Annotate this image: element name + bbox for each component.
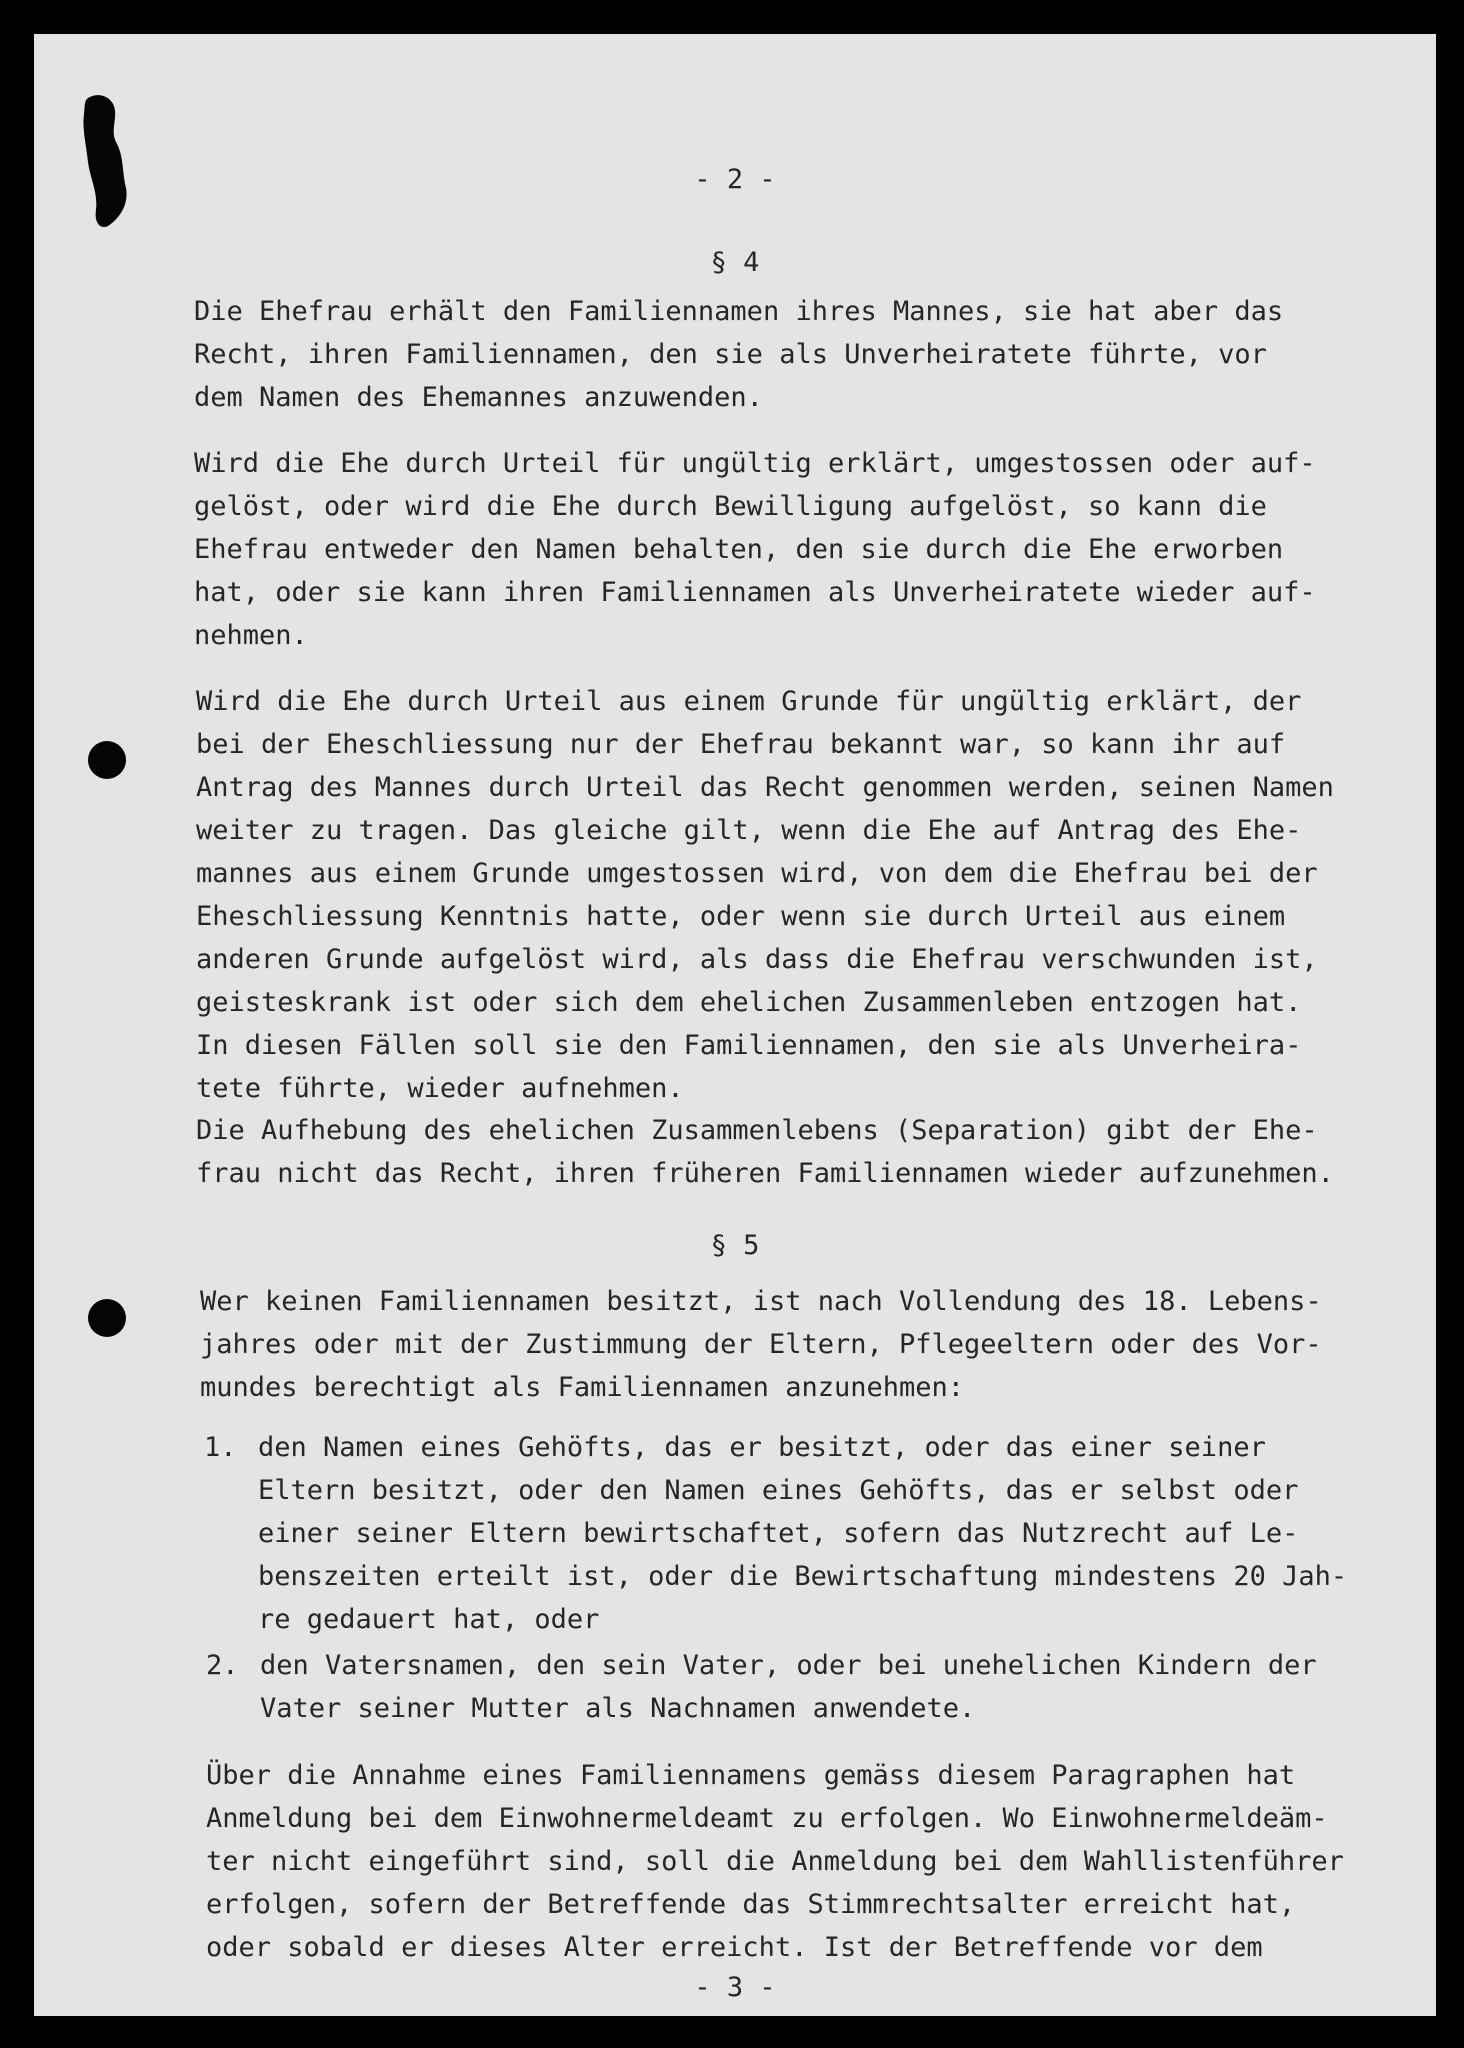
punch-hole-upper [88, 741, 126, 779]
text-line: nehmen. [194, 620, 308, 651]
text-line: geisteskrank ist oder sich dem ehelichen Zusammenleben entzogen hat. [196, 987, 1302, 1018]
text-line: mannes aus einem Grunde umgestossen wird, von dem die Ehefrau bei der [196, 858, 1318, 889]
text-line: Recht, ihren Familiennamen, den sie als Unverheiratete führte, vor [194, 339, 1267, 370]
text-line: ter nicht eingeführt sind, soll die Anmeldung bei dem Wahllistenführer [206, 1846, 1344, 1877]
list-item-2 [260, 1644, 1317, 1730]
document-page [34, 34, 1436, 2016]
text-line: In diesen Fällen soll sie den Familiennamen, den sie als Unverheira- [196, 1030, 1302, 1061]
page-header: - 2 - [694, 164, 776, 195]
list-item-1 [258, 1426, 1347, 1641]
text-line: einer seiner Eltern bewirtschaftet, sofern das Nutzrecht auf Le- [258, 1518, 1299, 1549]
text-line: mundes berechtigt als Familiennamen anzunehmen: [200, 1372, 965, 1403]
paragraph-4-3 [196, 680, 1334, 1110]
text-line: re gedauert hat, oder [258, 1604, 600, 1635]
text-line: Eheschliessung Kenntnis hatte, oder wenn sie durch Urteil aus einem [196, 901, 1286, 932]
text-line: hat, oder sie kann ihren Familiennamen als Unverheiratete wieder auf- [194, 577, 1316, 608]
section-heading-5: § 5 [710, 1230, 760, 1261]
text-line: Wer keinen Familiennamen besitzt, ist nach Vollendung des 18. Lebens- [200, 1286, 1322, 1317]
text-line: frau nicht das Recht, ihren früheren Familiennamen wieder aufzunehmen. [196, 1158, 1334, 1189]
paragraph-5-closing [206, 1754, 1344, 1969]
paragraph-4-1 [194, 290, 1283, 419]
text-line: Vater seiner Mutter als Nachnamen anwendete. [260, 1693, 976, 1724]
paragraph-5-intro [200, 1280, 1322, 1409]
section-heading-4: § 4 [710, 247, 760, 278]
text-line: Ehefrau entweder den Namen behalten, den sie durch die Ehe erworben [194, 534, 1284, 565]
text-line: Die Aufhebung des ehelichen Zusammenlebens (Separation) gibt der Ehe- [196, 1115, 1318, 1146]
list-item-2-number: 2. [206, 1650, 239, 1681]
text-line: benszeiten erteilt ist, oder die Bewirtschaftung mindestens 20 Jah- [258, 1561, 1348, 1592]
punch-hole-lower [88, 1299, 126, 1337]
text-line: jahres oder mit der Zustimmung der Eltern, Pflegeeltern oder des Vor- [200, 1329, 1322, 1360]
text-line: dem Namen des Ehemannes anzuwenden. [194, 382, 763, 413]
text-line: Antrag des Mannes durch Urteil das Recht genommen werden, seinen Namen [196, 772, 1334, 803]
text-line: tete führte, wieder aufnehmen. [196, 1073, 684, 1104]
text-line: den Vatersnamen, den sein Vater, oder bei unehelichen Kindern der [260, 1650, 1317, 1681]
text-line: bei der Eheschliessung nur der Ehefrau bekannt war, so kann ihr auf [196, 729, 1286, 760]
page-footer: - 3 - [694, 1972, 776, 2003]
text-line: Wird die Ehe durch Urteil aus einem Grunde für ungültig erklärt, der [196, 686, 1302, 717]
text-line: Die Ehefrau erhält den Familiennamen ihres Mannes, sie hat aber das [194, 296, 1284, 327]
text-line: Eltern besitzt, oder den Namen eines Gehöfts, das er selbst oder [258, 1475, 1299, 1506]
text-line: anderen Grunde aufgelöst wird, als dass die Ehefrau verschwunden ist, [196, 944, 1318, 975]
text-line: Wird die Ehe durch Urteil für ungültig erklärt, umgestossen oder auf- [194, 448, 1316, 479]
paragraph-4-2 [194, 442, 1316, 657]
text-line: den Namen eines Gehöfts, das er besitzt, oder das einer seiner [258, 1432, 1266, 1463]
text-line: weiter zu tragen. Das gleiche gilt, wenn die Ehe auf Antrag des Ehe- [196, 815, 1302, 846]
paragraph-4-4 [196, 1109, 1334, 1195]
text-line: Über die Annahme eines Familiennamens gemäss diesem Paragraphen hat [206, 1760, 1296, 1791]
text-line: oder sobald er dieses Alter erreicht. Ist der Betreffende vor dem [206, 1932, 1263, 1963]
text-line: erfolgen, sofern der Betreffende das Stimmrechtsalter erreicht hat, [206, 1889, 1296, 1920]
text-line: gelöst, oder wird die Ehe durch Bewilligung aufgelöst, so kann die [194, 491, 1267, 522]
text-line: Anmeldung bei dem Einwohnermeldeamt zu erfolgen. Wo Einwohnermeldeäm- [206, 1803, 1328, 1834]
list-item-1-number: 1. [204, 1432, 237, 1463]
